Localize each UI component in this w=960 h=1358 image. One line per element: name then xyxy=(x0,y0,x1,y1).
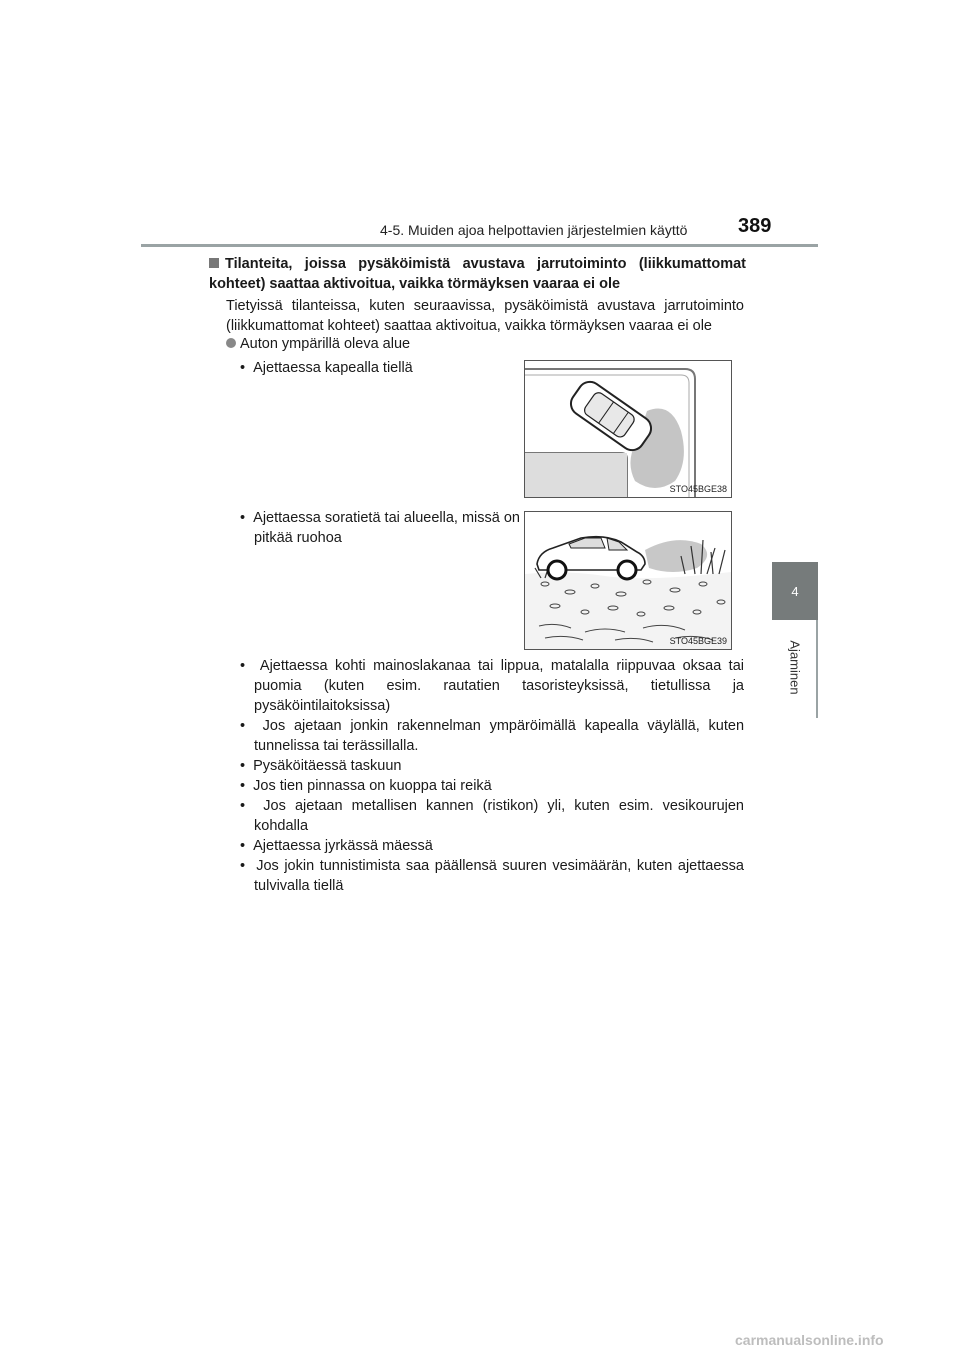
chapter-tab[interactable] xyxy=(772,562,818,620)
figure-item-2: • Ajettaessa soratietä tai alueella, missä on pitkää ruohoa xyxy=(240,510,520,546)
list-item: • Jos ajetaan metallisen kannen (ristikon) yli, kuten esim. vesikourujen kohdalla xyxy=(240,798,744,834)
subheading xyxy=(226,334,410,354)
page-header-title: 4-5. Muiden ajoa helpottavien järjestelmien käyttö xyxy=(380,222,688,238)
list-item: • Jos tien pinnassa on kuoppa tai reikä xyxy=(240,778,492,794)
list-item-text: Ajettaessa kohti mainoslakanaa tai lippua, matalalla riippuvaa oksaa tai puomia (kuten esim. rautatien tasoristeyksissä, tietullissa ja pysäköintilaitoksissa) xyxy=(254,658,744,714)
figure-item-text: Ajettaessa kapealla tiellä xyxy=(253,360,413,376)
figure-item-1: • Ajettaessa kapealla tiellä xyxy=(240,360,413,376)
chapter-bar xyxy=(816,620,818,718)
narrow-road-illustration xyxy=(525,361,731,497)
page-number: 389 xyxy=(738,215,772,237)
list-item: • Jos ajetaan jonkin rakennelman ympäröimällä kapealla väylällä, kuten tunnelissa tai terässillalla. xyxy=(240,718,745,754)
section-heading xyxy=(209,254,746,294)
list-item-text: Jos ajetaan jonkin rakennelman ympäröimällä kapealla väylällä, kuten tunnelissa tai terässillalla. xyxy=(254,718,745,754)
list-item-text: Pysäköitäessä taskuun xyxy=(253,758,402,774)
gravel-road-illustration xyxy=(525,512,731,649)
figure-code: STO45BGE39 xyxy=(669,636,727,646)
square-bullet-icon xyxy=(209,258,219,268)
chapter-number: 4 xyxy=(791,583,799,599)
figure-gravel-grass xyxy=(524,511,732,650)
list-item: • Ajettaessa jyrkässä mäessä xyxy=(240,838,433,854)
list-item: • Ajettaessa kohti mainoslakanaa tai lippua, matalalla riippuvaa oksaa tai puomia (kuten esim. rautatien tasoristeyksissä, tietullissa ja pysäköintilaitoksissa) xyxy=(240,658,744,714)
chapter-label: Ajaminen xyxy=(787,640,803,695)
watermark: carmanualsonline.info xyxy=(735,1332,884,1348)
list-item-text: Ajettaessa jyrkässä mäessä xyxy=(253,838,433,854)
header-divider xyxy=(141,244,818,247)
subheading-text: Auton ympärillä oleva alue xyxy=(240,336,411,352)
list-item: • Jos jokin tunnistimista saa päällensä suuren vesimäärän, kuten ajettaessa tulvivalla tiellä xyxy=(240,858,744,894)
circle-bullet-icon xyxy=(226,338,236,348)
list-item-text: Jos ajetaan metallisen kannen (ristikon) yli, kuten esim. vesikourujen kohdalla xyxy=(254,798,744,834)
figure-item-text: Ajettaessa soratietä tai alueella, missä on pitkää ruohoa xyxy=(253,510,520,546)
list-item-text: Jos tien pinnassa on kuoppa tai reikä xyxy=(253,778,492,794)
figure-narrow-road xyxy=(524,360,732,498)
list-item: • Pysäköitäessä taskuun xyxy=(240,758,402,774)
figure-code: STO45BGE38 xyxy=(669,484,727,494)
list-item-text: Jos jokin tunnistimista saa päällensä suuren vesimäärän, kuten ajettaessa tulvivalla tiellä xyxy=(254,858,744,894)
condition-list xyxy=(240,656,744,896)
section-heading-text: Tilanteita, joissa pysäköimistä avustava jarrutoiminto (liikkumattomat kohteet) saattaa aktivoitua, vaikka törmäyksen vaaraa ei ole xyxy=(209,256,746,292)
intro-paragraph: Tietyissä tilanteissa, kuten seuraavissa, pysäköimistä avustava jarrutoiminto (liikkumattomat kohteet) saattaa aktivoitua, vaikka törmäyksen vaaraa ei ole xyxy=(226,298,744,334)
